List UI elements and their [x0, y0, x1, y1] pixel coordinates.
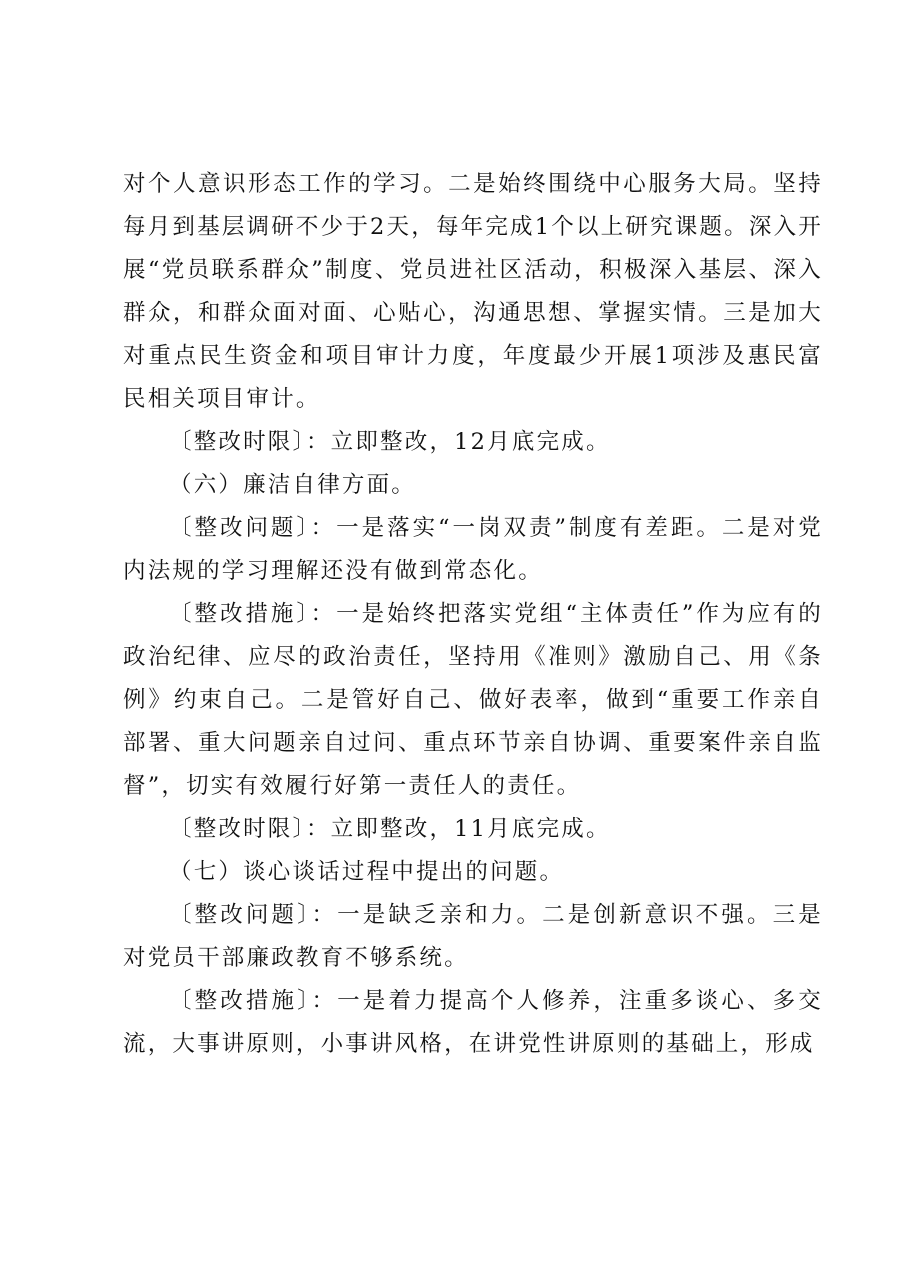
paragraph-1: 对个人意识形态工作的学习。二是始终围绕中心服务大局。坚持每月到基层调研不少于2天，每年完成1个以上研究课题。深入开展“党员联系群众”制度、党员进社区活动，积极深入基层、深入群众，和群众面对面、心贴心，沟通思想、掌握实情。三是加大对重点民生资金和项目审计力度，年度最少开展1项涉及惠民富民相关项目审计。	[123, 171, 823, 412]
paragraph-8: 〔整改问题〕：一是缺乏亲和力。二是创新意识不强。三是对党员干部廉政教育不够系统。	[123, 902, 823, 971]
paragraph-2: 〔整改时限〕：立即整改，12月底完成。	[169, 429, 611, 455]
paragraph-9: 〔整改措施〕：一是着力提高个人修养，注重多谈心、多交流，大事讲原则，小事讲风格，在讲党性讲原则的基础上，形成	[123, 988, 823, 1057]
document-body	[123, 163, 823, 1066]
paragraph-5: 〔整改措施〕：一是始终把落实党组“主体责任”作为应有的政治纪律、应尽的政治责任，坚持用《准则》激励自己、用《条例》约束自己。二是管好自己、做好表率，做到“重要工作亲自部署、重大问题亲自过问、重点环节亲自协调、重要案件亲自监督”，切实有效履行好第一责任人的责任。	[123, 601, 823, 799]
paragraph-6: 〔整改时限〕：立即整改，11月底完成。	[169, 816, 611, 842]
paragraph-7: （七）谈心谈话过程中提出的问题。	[169, 859, 565, 885]
paragraph-3: （六）廉洁自律方面。	[169, 472, 417, 498]
paragraph-4: 〔整改问题〕：一是落实“一岗双责”制度有差距。二是对党内法规的学习理解还没有做到常态化。	[123, 515, 823, 584]
